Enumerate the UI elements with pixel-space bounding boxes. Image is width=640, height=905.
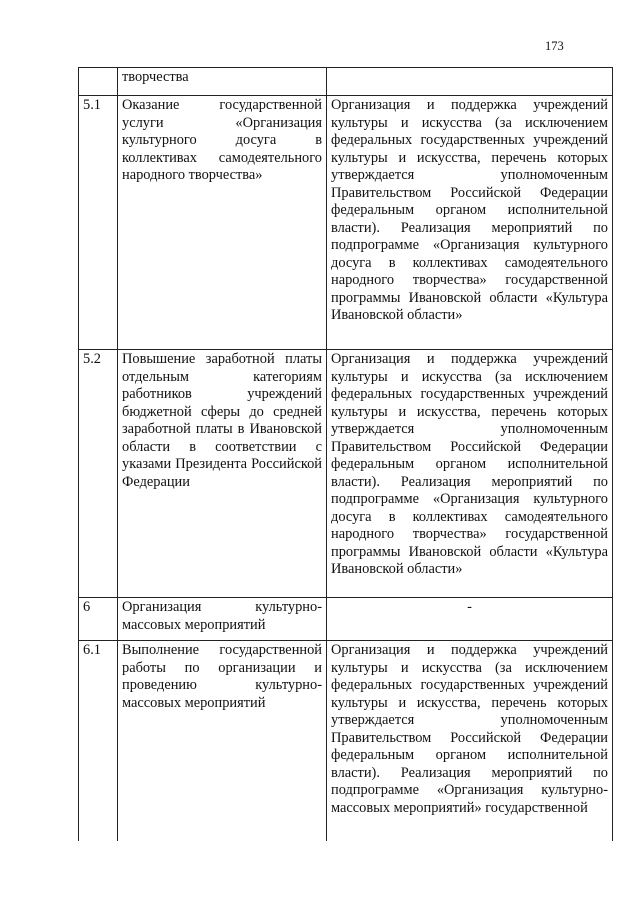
row-number-cell: 6.1 — [79, 641, 118, 841]
table-row — [79, 350, 613, 598]
row-name-cell: творчества — [118, 68, 327, 96]
row-description-cell — [327, 68, 613, 96]
row-number-cell: 6 — [79, 598, 118, 641]
row-description-cell: - — [327, 598, 613, 641]
row-description-cell: Организация и поддержка учреждений культуры и искусства (за исключением федеральных государственных учреждений культуры и искусства, перечень которых утверждается уполномоченным Правительством Российской Федерации федеральным органом исполнительной власти). Реализация мероприятий по подпрограмме «Организация культурно-массовых мероприятий» государственной — [327, 641, 613, 841]
table-row — [79, 598, 613, 641]
row-name-cell: Выполнение государственной работы по организации и проведению культурно-массовых мероприятий — [118, 641, 327, 841]
document-table — [78, 67, 613, 841]
table-row — [79, 68, 613, 96]
page-number: 173 — [545, 39, 564, 53]
row-name-cell: Организация культурно-массовых мероприятий — [118, 598, 327, 641]
row-name-cell: Повышение заработной платы отдельным категориям работников учреждений бюджетной сферы до средней заработной платы в Ивановской области в соответствии с указами Президента Российской Федерации — [118, 350, 327, 598]
row-number-cell: 5.2 — [79, 350, 118, 598]
row-number-cell: 5.1 — [79, 96, 118, 350]
row-description-cell: Организация и поддержка учреждений культуры и искусства (за исключением федеральных государственных учреждений культуры и искусства, перечень которых утверждается уполномоченным Правительством Российской Федерации федеральным органом исполнительной власти). Реализация мероприятий по подпрограмме «Организация культурного досуга в коллективах самодеятельного народного творчества» государственной программы Ивановской области «Культура Ивановской области» — [327, 350, 613, 598]
row-description-cell: Организация и поддержка учреждений культуры и искусства (за исключением федеральных государственных учреждений культуры и искусства, перечень которых утверждается уполномоченным Правительством Российской Федерации федеральным органом исполнительной власти). Реализация мероприятий по подпрограмме «Организация культурного досуга в коллективах самодеятельного народного творчества» государственной программы Ивановской области «Культура Ивановской области» — [327, 96, 613, 350]
row-number-cell — [79, 68, 118, 96]
row-name-cell: Оказание государственной услуги «Организация культурного досуга в коллективах самодеятельного народного творчества» — [118, 96, 327, 350]
table-row — [79, 641, 613, 841]
table-row — [79, 96, 613, 350]
